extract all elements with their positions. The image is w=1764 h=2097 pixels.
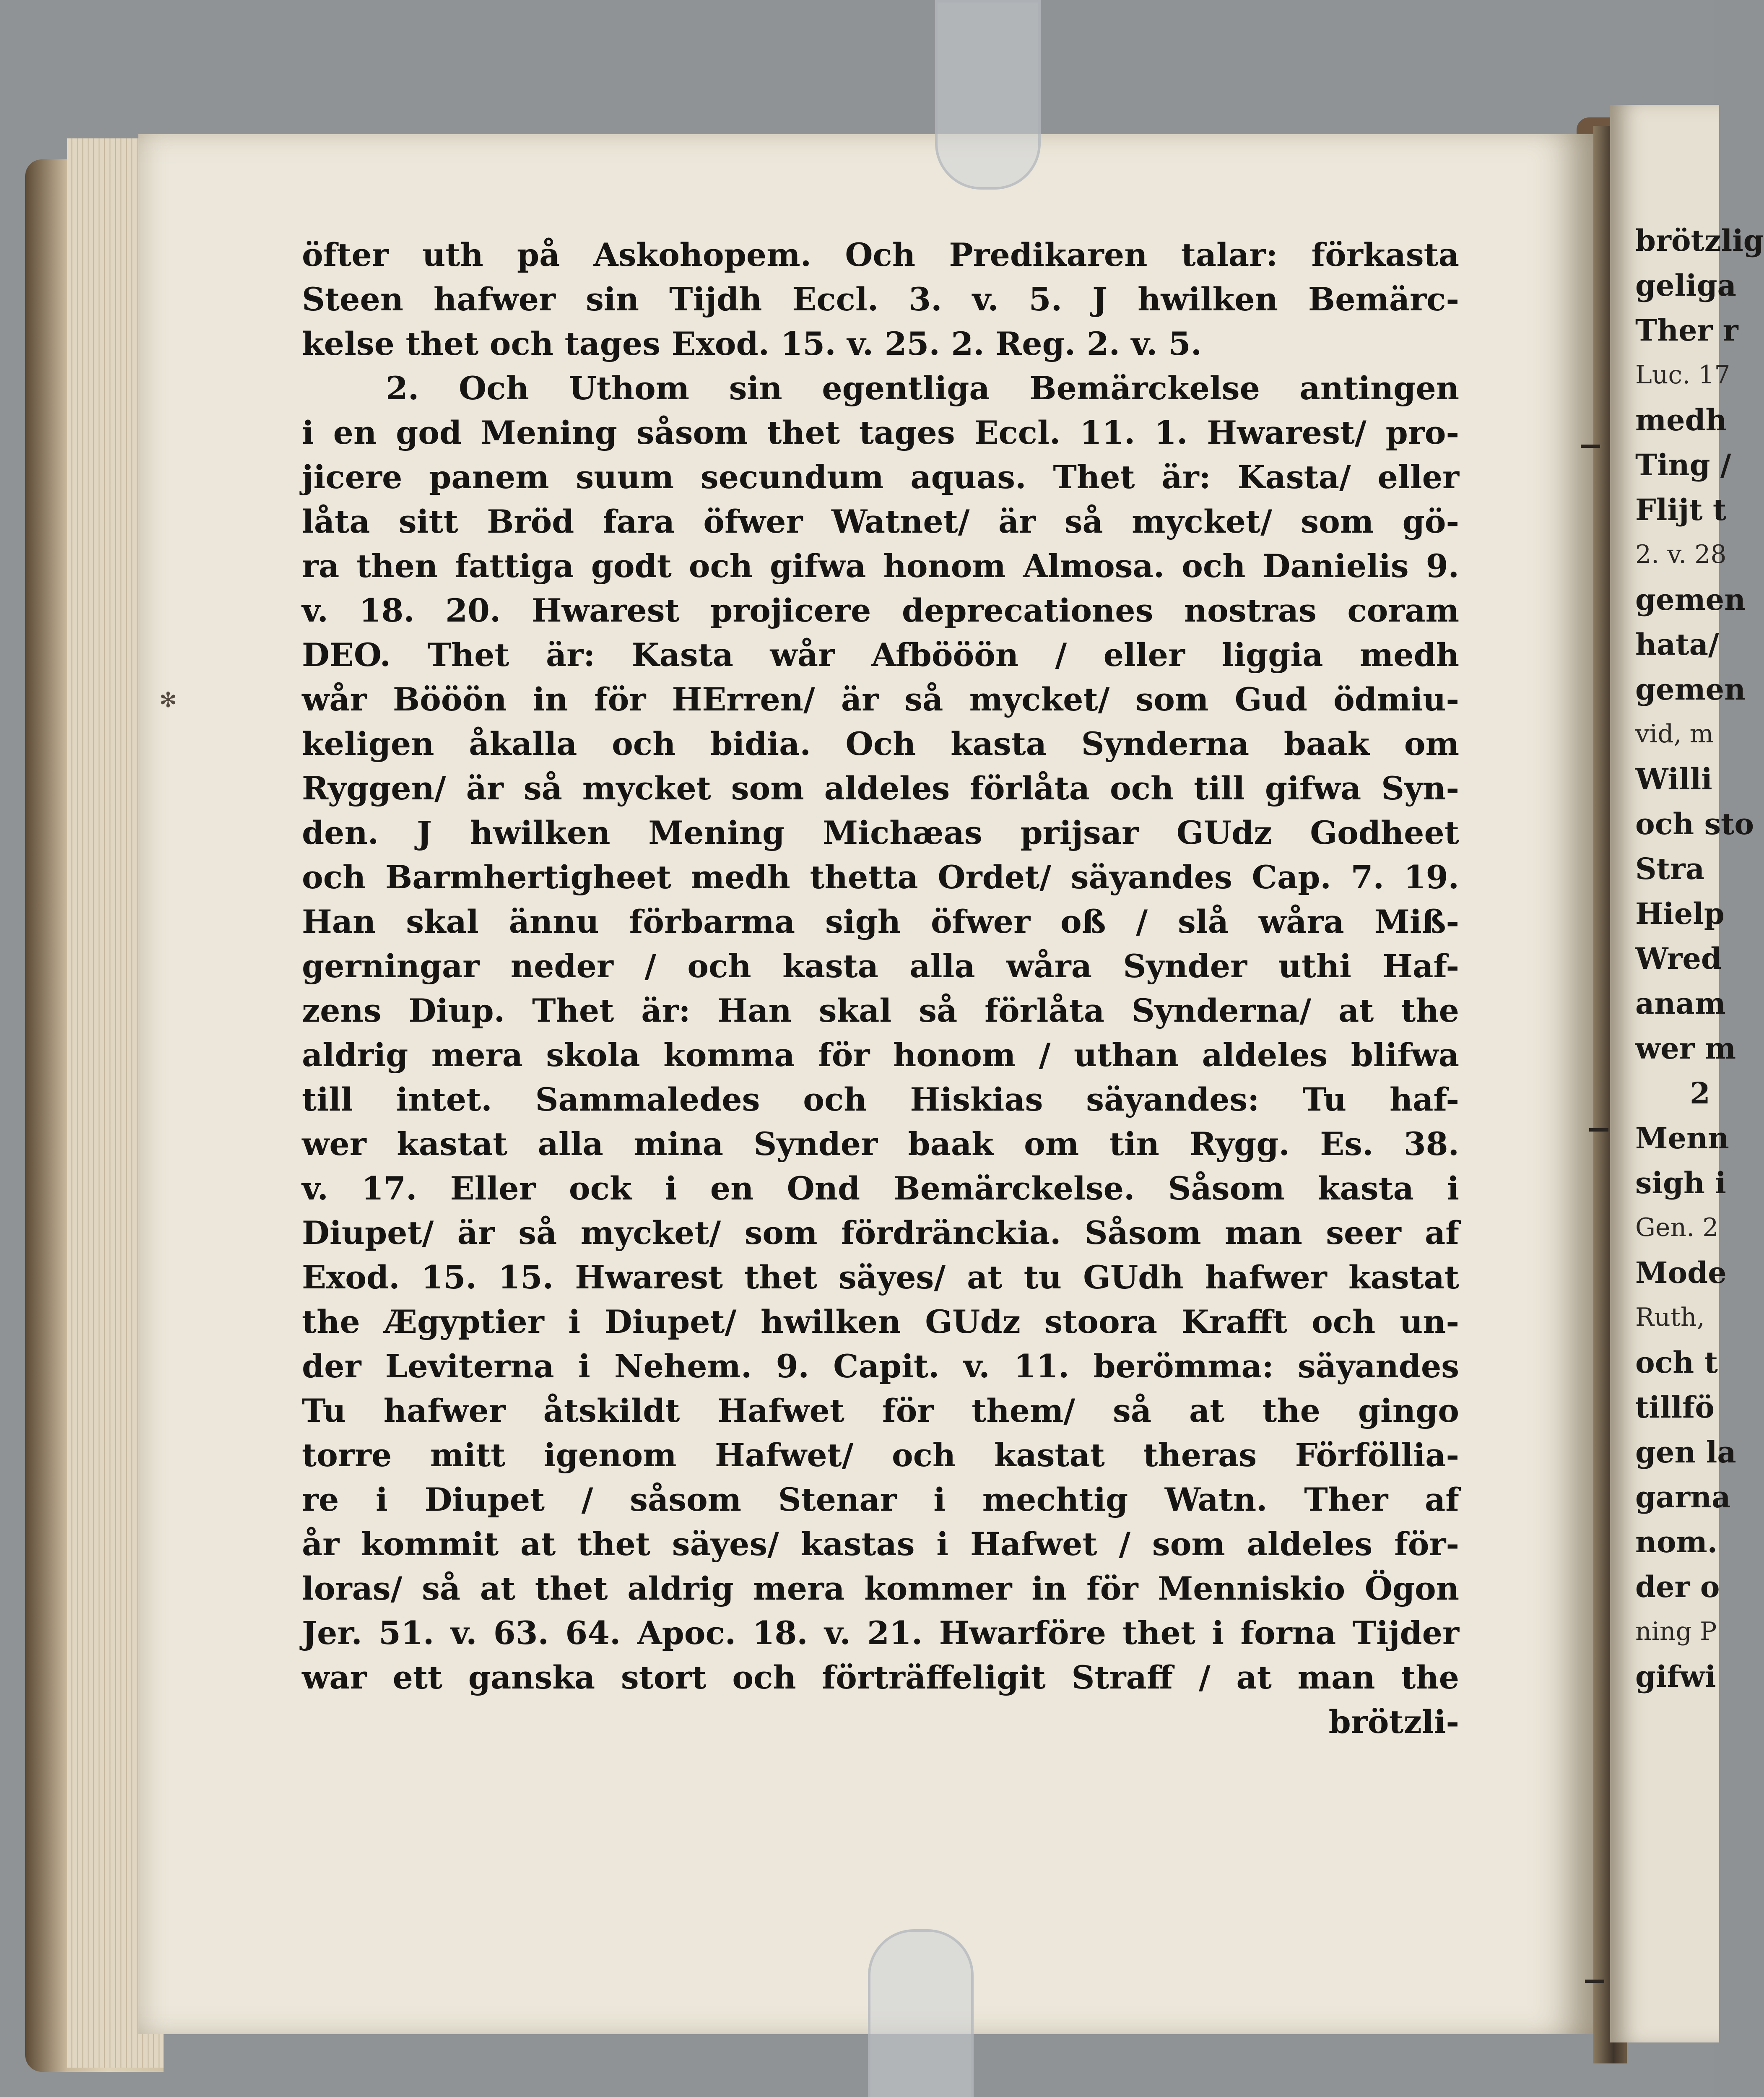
text-line: ra then fattiga godt och gifwa honom Almosa. och Danielis 9.: [302, 547, 1459, 585]
text-line: kelse thet och tages Exod. 15. v. 25. 2. Reg. 2. v. 5.: [302, 325, 1202, 362]
fragment-line: Wred: [1635, 941, 1722, 976]
text-line: Steen hafwer sin Tijdh Eccl. 3. v. 5. J hwilken Bemärc-: [302, 281, 1459, 318]
fragment-line: Gen. 2: [1635, 1213, 1719, 1242]
margin-mark: [1585, 1980, 1604, 1983]
fragment-line: garna: [1635, 1480, 1731, 1514]
next-page-text: [1635, 218, 1764, 1699]
text-line: Ryggen/ är så mycket som aldeles förlåta och till gifwa Syn-: [302, 770, 1459, 807]
text-line: Tu hafwer åtskildt Hafwet för them/ så at the gingo: [302, 1392, 1459, 1429]
text-line: wår Bööön in för HErren/ är så mycket/ som Gud ödmiu-: [302, 681, 1459, 718]
text-line: Han skal ännu förbarma sigh öfwer oß / slå wåra Miß-: [302, 903, 1459, 940]
fragment-line: brötzlig: [1635, 223, 1764, 258]
fragment-line: der o: [1635, 1569, 1720, 1604]
text-line: öfter uth på Askohopem. Och Predikaren talar: förkasta: [302, 236, 1459, 273]
text-line: Diupet/ är så mycket/ som fördränckia. Såsom man seer af: [302, 1214, 1459, 1251]
text-line: wer kastat alla mina Synder baak om tin Rygg. Es. 38.: [302, 1125, 1459, 1163]
fragment-line: Mode: [1635, 1255, 1727, 1290]
page-holder-clip-bottom: [868, 1929, 974, 2097]
fragment-line: Ther r: [1635, 313, 1738, 348]
margin-mark: ✻: [159, 688, 177, 712]
fragment-line: tillfö: [1635, 1390, 1715, 1425]
fragment-line: Luc. 17: [1635, 360, 1730, 390]
page-holder-clip-top: [935, 0, 1041, 190]
fragment-line: wer m: [1635, 1031, 1736, 1066]
text-line: DEO. Thet är: Kasta wår Afbööön / eller liggia medh: [302, 636, 1459, 674]
text-line: war ett ganska stort och förträffeligit Straff / at man the: [302, 1659, 1459, 1696]
fragment-line: sigh i: [1635, 1166, 1726, 1200]
fragment-line: Menn: [1635, 1121, 1729, 1155]
fragment-line: och t: [1635, 1345, 1718, 1380]
text-line: den. J hwilken Mening Michæas prijsar GUdz Godheet: [302, 814, 1459, 851]
text-line: Exod. 15. 15. Hwarest thet säyes/ at tu GUdh hafwer kastat: [302, 1259, 1459, 1296]
text-line: gerningar neder / och kasta alla wåra Synder uthi Haf-: [302, 947, 1459, 985]
page-text: [302, 233, 1459, 1744]
text-line: aldrig mera skola komma för honom / uthan aldeles blifwa: [302, 1036, 1459, 1074]
text-line: till intet. Sammaledes och Hiskias säyandes: Tu haf-: [302, 1081, 1459, 1118]
fragment-line: Ruth,: [1635, 1303, 1705, 1332]
fragment-line: Willi: [1635, 762, 1712, 796]
text-line: re i Diupet / såsom Stenar i mechtig Watn. Ther af: [302, 1481, 1459, 1518]
text-line: Jer. 51. v. 63. 64. Apoc. 18. v. 21. Hwarföre thet i forna Tijder: [302, 1614, 1459, 1652]
fragment-line: 2. v. 28: [1635, 540, 1727, 569]
text-line: v. 17. Eller ock i en Ond Bemärckelse. Såsom kasta i: [302, 1170, 1459, 1207]
fragment-line: gen la: [1635, 1435, 1736, 1470]
text-line: jicere panem suum secundum aquas. Thet är: Kasta/ eller: [302, 458, 1459, 496]
fragment-line: ning P: [1635, 1617, 1717, 1646]
fragment-line: Hielp: [1635, 896, 1725, 931]
text-line: i en god Mening såsom thet tages Eccl. 11. 1. Hwarest/ pro-: [302, 414, 1459, 451]
fragment-line: Stra: [1635, 851, 1705, 886]
text-line: keligen åkalla och bidia. Och kasta Synderna baak om: [302, 725, 1459, 762]
fragment-line: 2: [1690, 1076, 1710, 1111]
fragment-line: gifwi: [1635, 1659, 1716, 1694]
fragment-line: och sto: [1635, 807, 1754, 841]
fragment-line: geliga: [1635, 268, 1736, 303]
fragment-line: hata/: [1635, 627, 1719, 662]
text-line: the Ægyptier i Diupet/ hwilken GUdz stoora Krafft och un-: [302, 1303, 1459, 1340]
text-line: zens Diup. Thet är: Han skal så förlåta Synderna/ at the: [302, 992, 1459, 1029]
fragment-line: Ting /: [1635, 447, 1731, 482]
text-line: och Barmhertigheet medh thetta Ordet/ säyandes Cap. 7. 19.: [302, 859, 1459, 896]
margin-mark: [1589, 1128, 1608, 1132]
text-line: der Leviterna i Nehem. 9. Capit. v. 11. berömma: säyandes: [302, 1348, 1459, 1385]
fragment-line: Flijt t: [1635, 492, 1727, 527]
fragment-line: nom.: [1635, 1525, 1718, 1559]
fragment-line: medh: [1635, 403, 1727, 437]
catchword: brötzli-: [1328, 1703, 1459, 1741]
fragment-line: gemen: [1635, 672, 1746, 707]
text-line: 2. Och Uthom sin egentliga Bemärckelse antingen: [386, 369, 1459, 407]
text-line: torre mitt igenom Hafwet/ och kastat theras Förföllia-: [302, 1436, 1459, 1474]
fragment-line: gemen: [1635, 582, 1746, 617]
margin-mark: [1581, 445, 1600, 448]
fragment-line: vid, m: [1635, 719, 1714, 749]
text-line: loras/ så at thet aldrig mera kommer in för Menniskio Ögon: [302, 1570, 1459, 1607]
text-line: v. 18. 20. Hwarest projicere deprecationes nostras coram: [302, 592, 1459, 629]
text-line: år kommit at thet säyes/ kastas i Hafwet / som aldeles för-: [302, 1525, 1459, 1563]
fragment-line: anam: [1635, 986, 1726, 1021]
text-line: låta sitt Bröd fara öfwer Watnet/ är så mycket/ som gö-: [302, 503, 1459, 540]
